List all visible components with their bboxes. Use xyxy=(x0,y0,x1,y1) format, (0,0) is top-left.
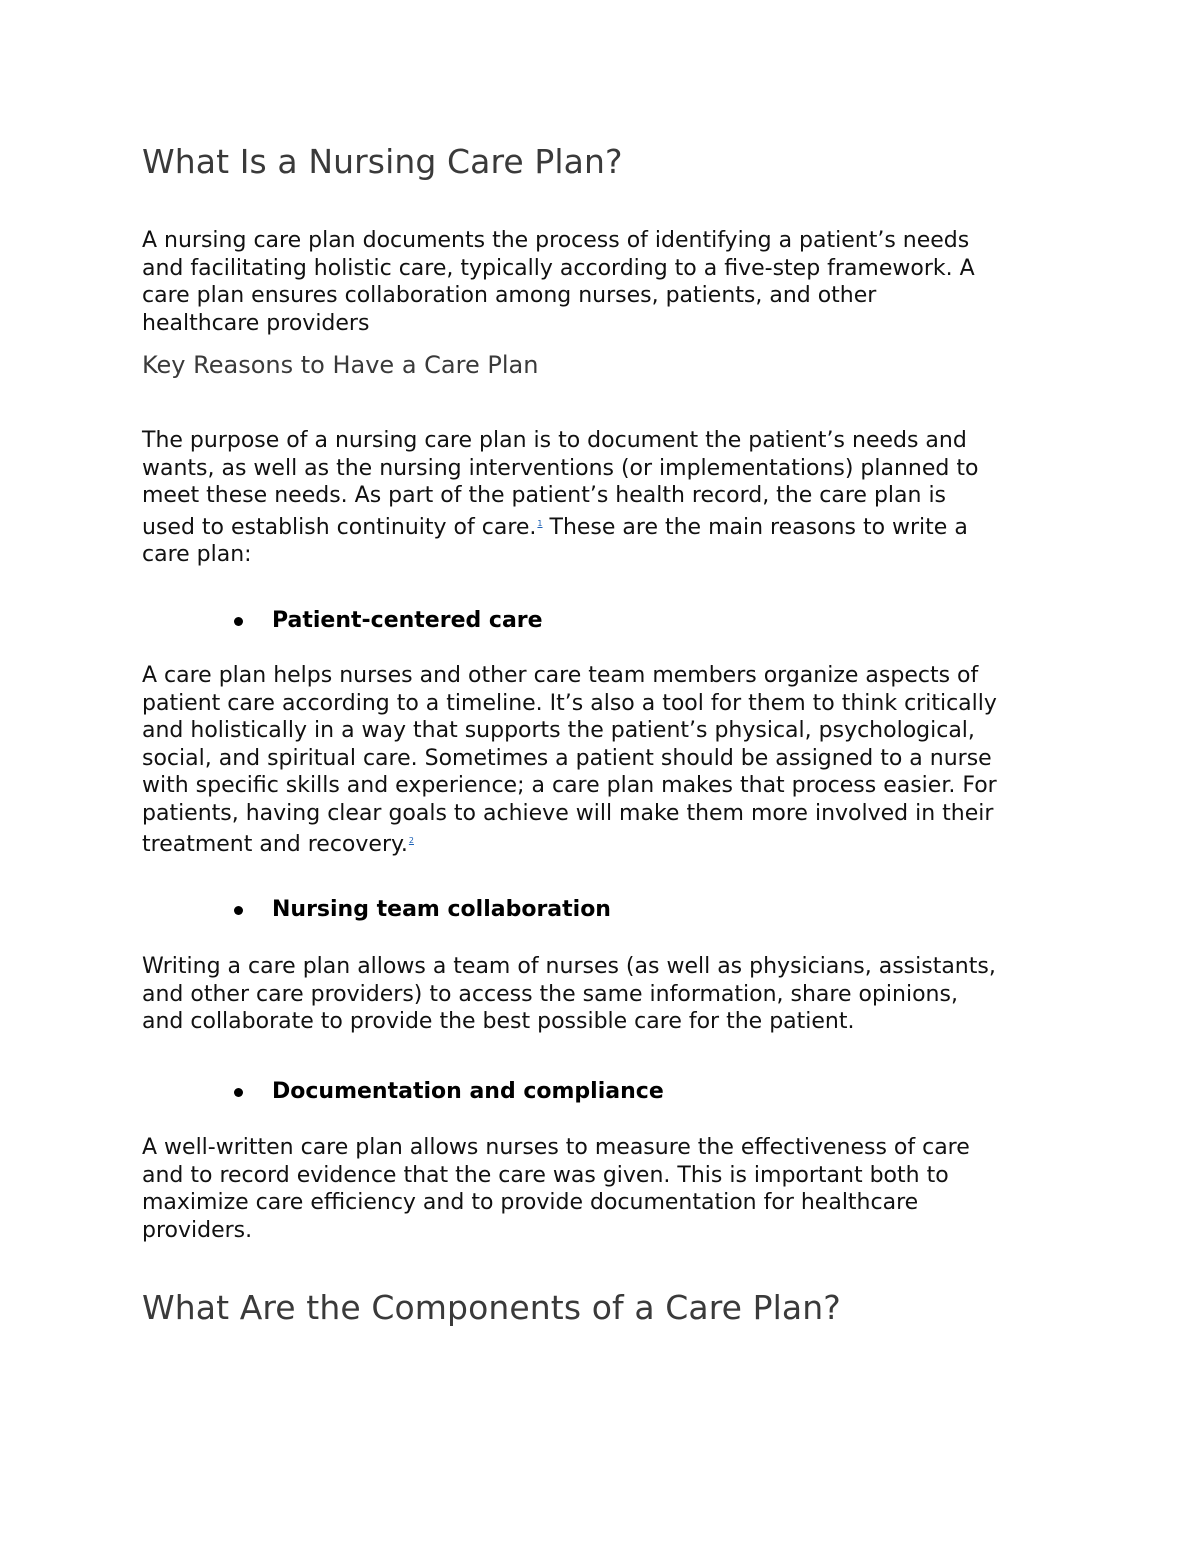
bullet-title: Documentation and compliance xyxy=(272,1079,664,1104)
intro-line: A nursing care plan documents the process of identifying a patient’s needs xyxy=(142,228,970,253)
reason-line: and collaborate to provide the best possible care for the patient. xyxy=(142,1009,855,1034)
reason-line: patient care according to a timeline. It’s also a tool for them to think critically xyxy=(142,690,997,716)
purpose-line xyxy=(142,510,1072,542)
purpose-line: meet these needs. As part of the patient’s health record, the care plan is xyxy=(142,483,947,508)
reason-line: maximize care efficiency and to provide documentation for healthcare xyxy=(142,1190,919,1215)
intro-line: and facilitating holistic care, typically according to a five-step framework. A xyxy=(142,255,975,281)
bullet-title: Patient-centered care xyxy=(272,608,543,633)
purpose-paragraph xyxy=(142,427,1072,569)
purpose-line: wants, as well as the nursing interventions (or implementations) planned to xyxy=(142,455,979,481)
reason-line: A care plan helps nurses and other care team members organize aspects of xyxy=(142,663,979,688)
section-heading-components: What Are the Components of a Care Plan? xyxy=(142,1288,841,1327)
reason-paragraph xyxy=(142,1134,1072,1244)
reason-line: social, and spiritual care. Sometimes a patient should be assigned to a nurse xyxy=(142,745,992,771)
reason-line: patients, having clear goals to achieve will make them more involved in their xyxy=(142,800,994,826)
footnote-link[interactable]: 1 xyxy=(537,518,543,528)
reason-line: and holistically in a way that supports the patient’s physical, psychological, xyxy=(142,718,975,743)
intro-paragraph xyxy=(142,227,1072,337)
reason-line: and to record evidence that the care was given. This is important both to xyxy=(142,1162,949,1188)
purpose-text: used to establish continuity of care. xyxy=(142,514,537,540)
footnote-link[interactable]: 2 xyxy=(408,836,414,845)
reason-line: A well-written care plan allows nurses to measure the effectiveness of care xyxy=(142,1135,970,1160)
reason-text: treatment and recovery. xyxy=(142,832,408,857)
reason-line: with specific skills and experience; a care plan makes that process easier. For xyxy=(142,773,997,798)
bullet-icon xyxy=(234,1088,243,1097)
reason-line: providers. xyxy=(142,1217,253,1243)
section-heading-key-reasons: Key Reasons to Have a Care Plan xyxy=(142,351,539,379)
reason-paragraph xyxy=(142,953,1072,1036)
bullet-title: Nursing team collaboration xyxy=(272,897,611,922)
intro-line: care plan ensures collaboration among nurses, patients, and other xyxy=(142,283,877,308)
reason-line xyxy=(142,827,1072,859)
intro-line: healthcare providers xyxy=(142,310,370,336)
purpose-text: These are the main reasons to write a xyxy=(542,514,968,540)
purpose-line: care plan: xyxy=(142,542,252,567)
reason-paragraph xyxy=(142,662,1072,859)
reason-line: Writing a care plan allows a team of nurses (as well as physicians, assistants, xyxy=(142,954,996,979)
reason-line: and other care providers) to access the same information, share opinions, xyxy=(142,981,958,1007)
page-title: What Is a Nursing Care Plan? xyxy=(142,142,623,181)
bullet-icon xyxy=(234,906,243,915)
purpose-line: The purpose of a nursing care plan is to document the patient’s needs and xyxy=(142,428,967,453)
bullet-icon xyxy=(234,617,243,626)
